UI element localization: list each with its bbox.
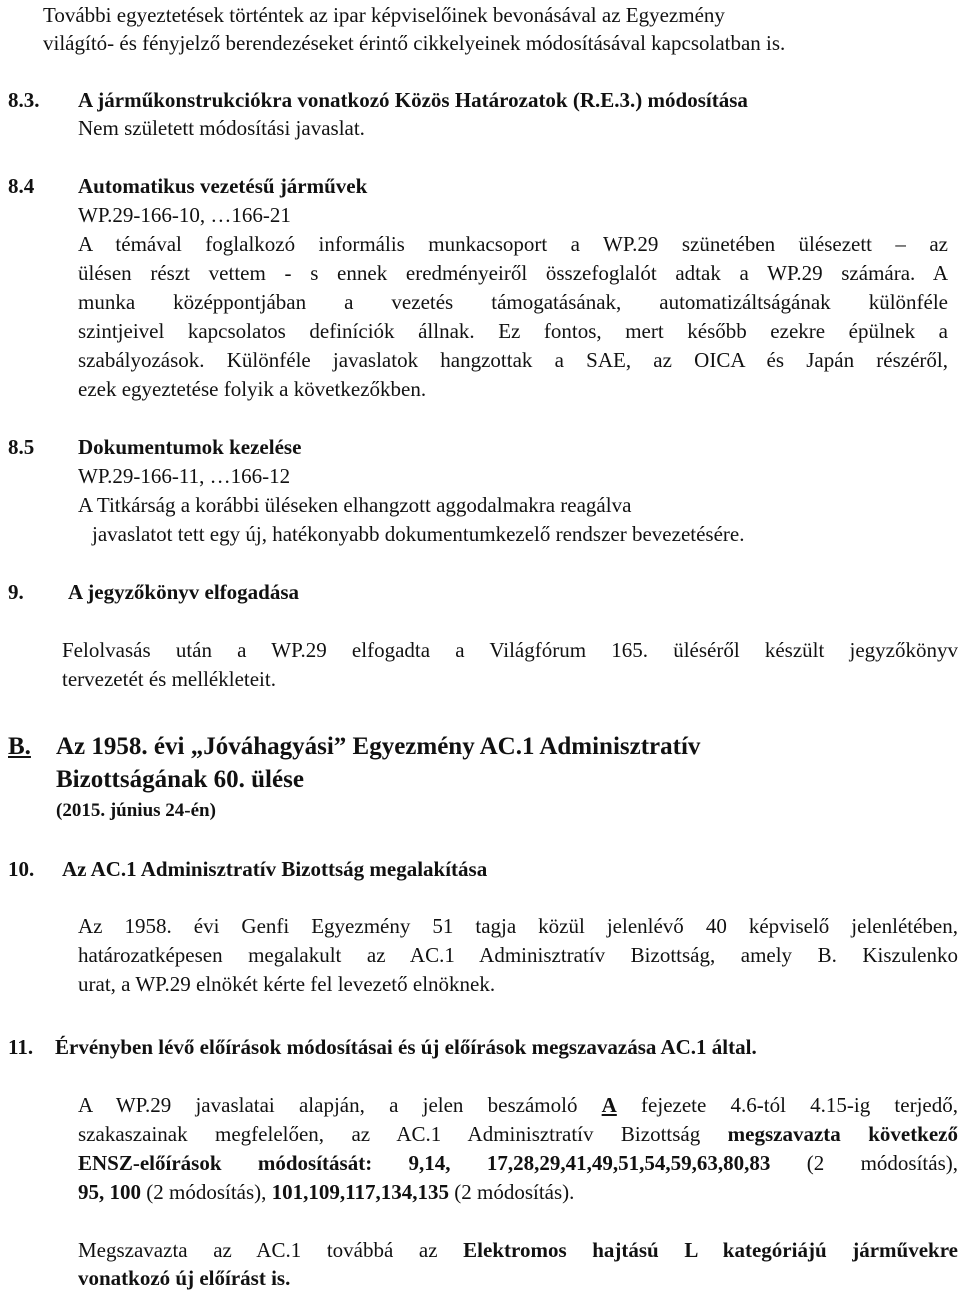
text-run: (2 módosítás), — [770, 1151, 958, 1175]
section-title: Automatikus vezetésű járművek — [78, 174, 368, 198]
section-number: 8.3. — [8, 88, 40, 112]
paragraph-line: A Titkárság a korábbi üléseken elhangzott aggodalmakra reagálva — [78, 493, 632, 517]
paragraph-line: ülésen részt vettem - s ennek eredményeiről összefoglalót adtak a WP.29 számára. A — [78, 261, 948, 285]
paragraph-line: A témával foglalkozó informális munkacsoport a WP.29 szünetében ülésezett – az — [78, 232, 948, 256]
section-number: 10. — [8, 857, 35, 881]
text-run: fejezete 4.6-tól 4.15-ig terjedő, — [616, 1093, 958, 1117]
chapter-reference: A — [601, 1093, 617, 1117]
section-title: Dokumentumok kezelése — [78, 435, 302, 459]
paragraph-line — [78, 1179, 574, 1205]
intro-line: világító- és fényjelző berendezéseket érintő cikkelyeinek módosításával kapcsolatban is. — [43, 31, 786, 55]
paragraph-line: munka középpontjában a vezetés támogatásának, automatizáltságának különféle — [78, 290, 948, 314]
paragraph-line: tervezetét és mellékleteit. — [62, 667, 276, 691]
part-title: Az 1958. évi „Jóváhagyási” Egyezmény AC.1 Adminisztratív — [56, 733, 701, 760]
paragraph-line: vonatkozó új előírást is. — [78, 1266, 291, 1290]
section-body: Nem született módosítási javaslat. — [78, 116, 365, 140]
paragraph-line — [78, 1092, 958, 1118]
part-title: Bizottságának 60. ülése — [56, 766, 304, 793]
emphasis-text: Elektromos hajtású L kategóriájú járművekre — [463, 1238, 958, 1262]
paragraph-line — [78, 1237, 958, 1263]
section-title: A járműkonstrukciókra vonatkozó Közös Határozatok (R.E.3.) módosítása — [78, 88, 748, 112]
paragraph-line — [78, 1121, 958, 1147]
section-title: Érvényben lévő előírások módosításai és új előírások megszavazása AC.1 által. — [55, 1035, 757, 1059]
paragraph-line: Felolvasás után a WP.29 elfogadta a Világfórum 165. üléséről készült jegyzőkönyv — [62, 638, 958, 662]
section-number: 8.4 — [8, 174, 35, 198]
section-number: 8.5 — [8, 435, 35, 459]
paragraph-line: Az 1958. évi Genfi Egyezmény 51 tagja közül jelenlévő 40 képviselő jelenlétében, — [78, 914, 958, 938]
section-number: 9. — [8, 580, 24, 604]
text-run: (2 módosítás). — [449, 1180, 575, 1204]
text-run: Megszavazta az AC.1 továbbá az — [78, 1238, 464, 1262]
document-reference: WP.29-166-11, …166-12 — [78, 464, 291, 488]
section-title: A jegyzőkönyv elfogadása — [68, 580, 299, 604]
paragraph-line: ezek egyeztetése folyik a következőkben. — [78, 377, 427, 401]
part-date: (2015. június 24-én) — [56, 800, 216, 821]
paragraph-line: javaslatot tett egy új, hatékonyabb dokumentumkezelő rendszer bevezetésére. — [92, 522, 745, 546]
section-title: Az AC.1 Adminisztratív Bizottság megalakítása — [62, 857, 488, 881]
intro-line: További egyeztetések történtek az ipar képviselőinek bevonásával az Egyezmény — [43, 3, 725, 27]
section-number: 11. — [8, 1035, 34, 1059]
regulation-list: 95, 100 — [78, 1180, 141, 1204]
document-reference: WP.29-166-10, …166-21 — [78, 203, 291, 227]
text-run: (2 módosítás), — [141, 1180, 272, 1204]
paragraph-line: urat, a WP.29 elnökét kérte fel levezető elnöknek. — [78, 972, 496, 996]
regulation-list: 101,109,117,134,135 — [271, 1180, 449, 1204]
text-run: A WP.29 javaslatai alapján, a jelen beszámoló — [78, 1093, 602, 1117]
paragraph-line — [78, 1150, 958, 1176]
paragraph-line: szintjeivel kapcsolatos definíciók állnak. Ez fontos, mert később ezekre épülnek a — [78, 319, 948, 343]
emphasis-text: megszavazta következő — [727, 1122, 959, 1146]
regulation-list: ENSZ-előírások módosítását: 9,14, 17,28,29,41,49,51,54,59,63,80,83 — [78, 1151, 771, 1175]
paragraph-line: szabályozások. Különféle javaslatok hangzottak a SAE, az OICA és Japán részéről, — [78, 348, 948, 372]
part-letter: B. — [8, 733, 31, 760]
text-run: szakaszainak megfelelően, az AC.1 Adminisztratív Bizottság — [78, 1122, 728, 1146]
paragraph-line: határozatképesen megalakult az AC.1 Adminisztratív Bizottság, amely B. Kiszulenko — [78, 943, 958, 967]
